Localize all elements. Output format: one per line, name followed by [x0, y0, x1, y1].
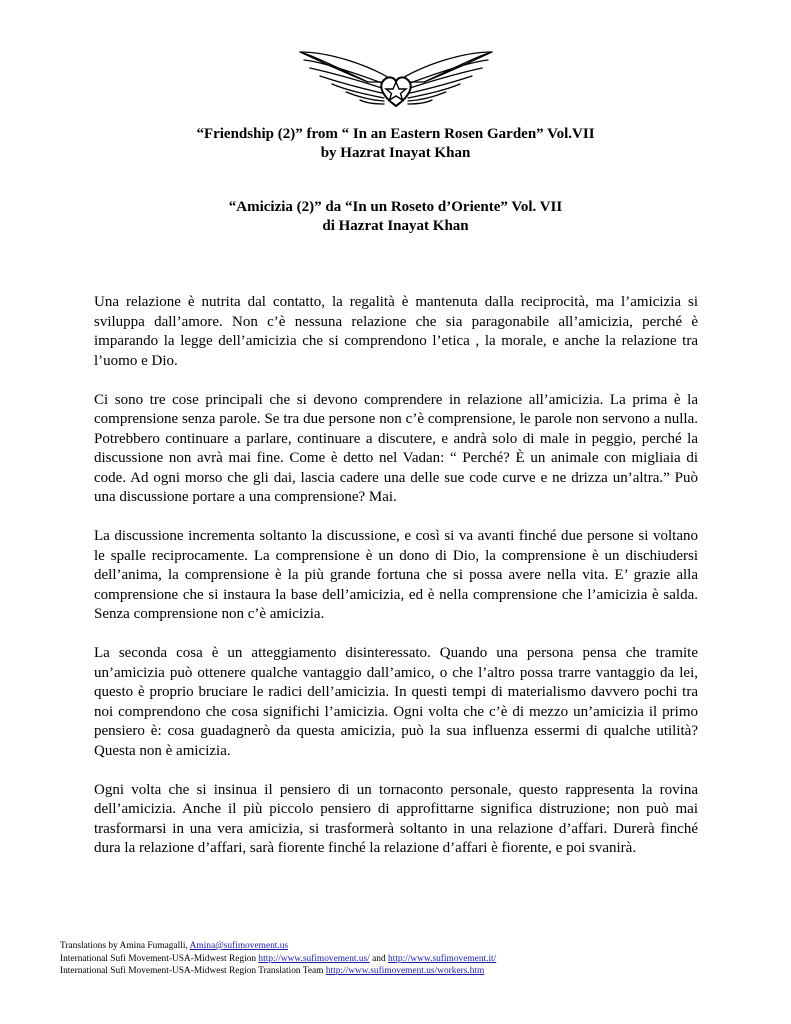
document-body [94, 293, 698, 878]
paragraph: Una relazione è nutrita dal contatto, la regalità è mantenuta dalla reciprocità, ma l’amicizia si sviluppa dall’amore. Non c’è nessuna relazione che sia paragonabile all’amicizia, perché è imparando la legge dell’amicizia che si comprendono l’etica , la morale, e anche la relazione tra l’uomo e Dio. [94, 294, 698, 369]
workers-page-link[interactable]: http://www.sufimovement.us/workers.htm [325, 966, 485, 976]
sufimovement-us-link[interactable]: http://www.sufimovement.us/ [258, 953, 370, 964]
footer-translator-text: Translations by Amina Fumagalli, [60, 941, 190, 951]
english-heading [0, 125, 791, 163]
sufimovement-it-link[interactable]: http://www.sufimovement.it/ [388, 953, 497, 964]
footer-team-text: International Sufi Movement-USA-Midwest Region Translation Team [60, 966, 326, 976]
paragraph: La discussione incrementa soltanto la discussione, e così si va avanti finché due persone si voltano le spalle reciprocamente. La comprensione è un dono di Dio, la comprensione è un dischiudersi dell’anima, la comprensione è la più grande fortuna che si possa avere nella vita. E’ grazie alla comprensione che si instaura la base dell’amicizia, ed è nella comprensione che l’amicizia è salda. Senza comprensione non c’è amicizia. [94, 528, 698, 622]
footer [60, 940, 760, 978]
translator-email-link[interactable]: Amina@sufimovement.us [189, 941, 289, 951]
paragraph: La seconda cosa è un atteggiamento disinteressato. Quando una persona pensa che tramite un’amicizia può ottenere qualche vantaggio dall’amico, o che l’altro possa trarre vantaggio da lei, questo è proprio bruciare le radici dell’amicizia. In questi tempi di materialismo davvero pochi tra noi comprendono che cosa significhi l’amicizia. Ogni volta che c’è di mezzo un’amicizia il primo pensiero è: cosa guadagnerò da questa amicizia, può la sua influenza essermi di qualche utilità? Questa non è amicizia. [94, 645, 698, 759]
english-title: “Friendship (2)” from “ In an Eastern Rosen Garden” Vol.VII [196, 126, 595, 142]
english-author: by Hazrat Inayat Khan [320, 145, 471, 161]
italian-title: “Amicizia (2)” da “In un Roseto d’Oriente” Vol. VII [228, 199, 563, 215]
footer-line-websites [60, 953, 760, 966]
paragraph: Ogni volta che si insinua il pensiero di un tornaconto personale, questo rappresenta la rovina dell’amicizia. Anche il più piccolo pensiero di approfittarne significa distruzione; non può mai trasformarsi in una vera amicizia, si trasformerà soltanto in una relazione d’affari. Durerà finché dura la relazione d’affari, sarà fiorente finché la relazione d’affari è fiorente, e poi svanirà. [94, 781, 698, 856]
winged-heart-star-icon [298, 46, 494, 110]
italian-heading [0, 198, 791, 236]
footer-line-team [60, 965, 760, 978]
footer-and-text: and [369, 953, 389, 964]
italian-author: di Hazrat Inayat Khan [322, 218, 469, 234]
paragraph: Ci sono tre cose principali che si devono comprendere in relazione all’amicizia. La prima è la comprensione senza parole. Se tra due persone non c’è comprensione, le parole non servono a nulla. Potrebbero continuare a parlare, continuare a discutere, e andrà solo di male in peggio, perché la discussione non avrà mai fine. Come è detto nel Vadan: “ Perché? È un animale con migliaia di code. Ad ogni morso che gli dai, lascia cadere una delle sue code curve e ne drizza un’altra.” Può una discussione portare a una comprensione? Mai. [94, 391, 698, 505]
footer-region-text: International Sufi Movement-USA-Midwest Region [60, 953, 259, 964]
footer-line-translator [60, 940, 760, 953]
